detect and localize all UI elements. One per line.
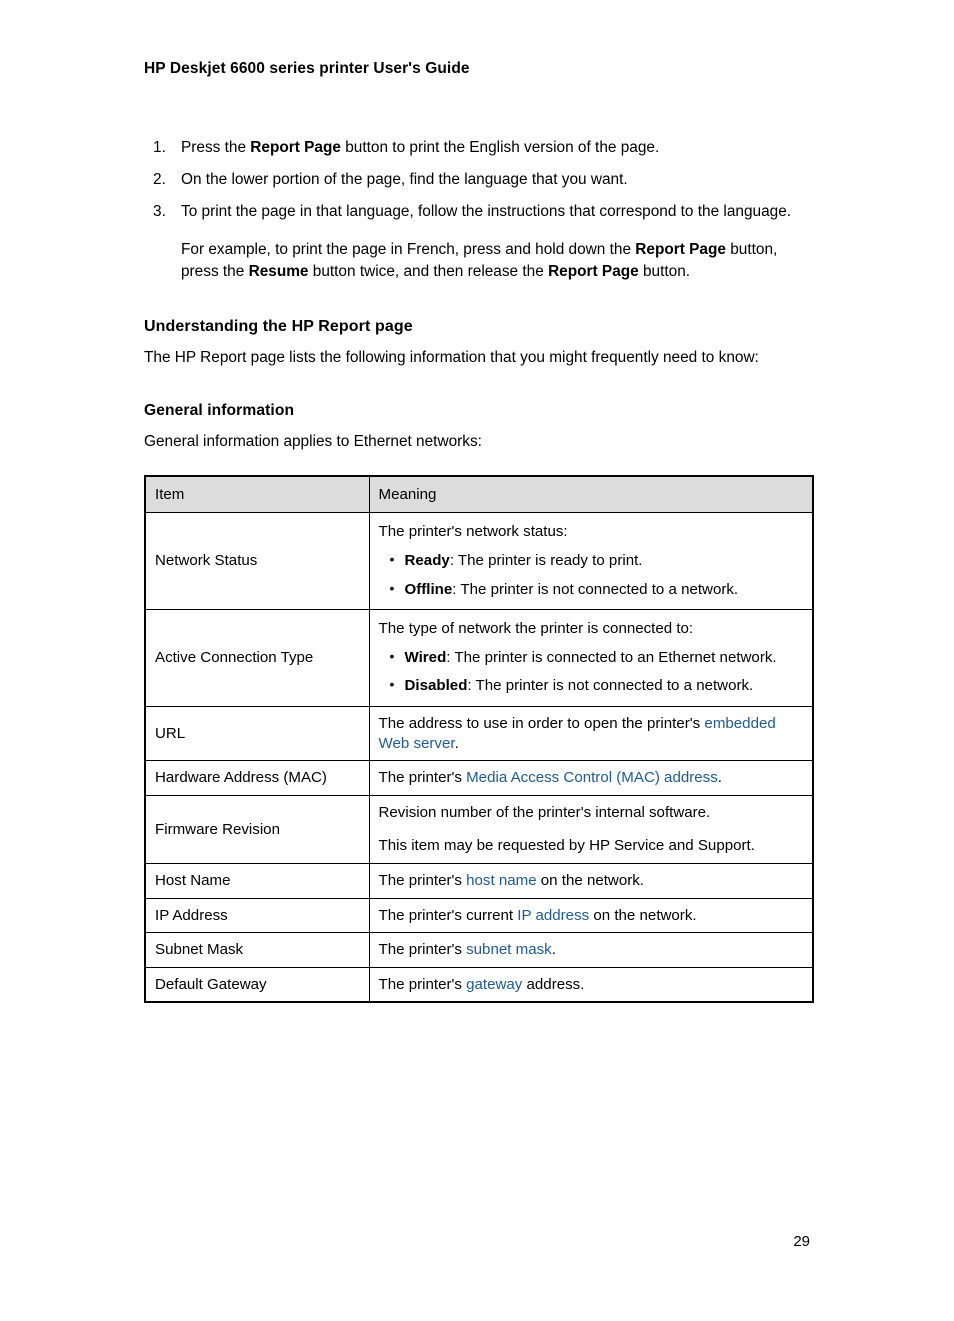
- table-cell-meaning: [369, 610, 813, 707]
- cell-lead-text: The type of network the printer is connected to:: [378, 620, 694, 638]
- section-body-understanding: The HP Report page lists the following information that you might frequently need to know:: [144, 348, 759, 366]
- table-cell-item: Network Status: [145, 513, 369, 610]
- instruction-step: [144, 202, 814, 284]
- emphasis-text: Report Page: [250, 139, 341, 156]
- text-run: button twice, and then release the: [308, 263, 549, 281]
- table-cell-meaning: [369, 898, 813, 933]
- text-run: address.: [522, 975, 585, 993]
- table-cell-meaning: [369, 513, 813, 610]
- doc-link[interactable]: Media Access Control (MAC) address: [466, 769, 718, 787]
- emphasis-text: Offline: [404, 580, 453, 598]
- table-cell-item: Default Gateway: [145, 967, 369, 1002]
- column-header-item: Item: [145, 476, 369, 513]
- table-cell-item: IP Address: [145, 898, 369, 933]
- table-row: [145, 513, 813, 610]
- cell-bullet-item: [379, 676, 804, 696]
- cell-bullet-item: [379, 648, 804, 668]
- table-cell-meaning: [369, 863, 813, 898]
- page-number: 29: [793, 1233, 810, 1250]
- cell-paragraph: [379, 768, 804, 788]
- cell-bullet-list: [379, 551, 804, 599]
- text-run: The printer's: [378, 769, 467, 787]
- table-row: [145, 863, 813, 898]
- text-run: The printer's: [378, 975, 467, 993]
- cell-bullet-list: [379, 648, 804, 696]
- text-run: button, press the: [181, 241, 778, 281]
- table-cell-meaning: [369, 761, 813, 796]
- table-cell-item: Active Connection Type: [145, 610, 369, 707]
- table-cell-meaning: [369, 795, 813, 863]
- section-body-general-information: General information applies to Ethernet networks:: [144, 433, 482, 451]
- text-run: button.: [638, 263, 691, 281]
- text-run: .: [454, 734, 459, 752]
- text-run: .: [551, 941, 556, 959]
- text-run: The printer's current: [378, 906, 518, 924]
- text-run: On the lower portion of the page, find the language that you want.: [181, 171, 628, 189]
- cell-bullet-item: [379, 580, 804, 600]
- table-row: [145, 761, 813, 796]
- emphasis-text: Ready: [404, 551, 450, 569]
- table-row: [145, 706, 813, 760]
- table-cell-item: Firmware Revision: [145, 795, 369, 863]
- text-run: .: [717, 769, 722, 787]
- table-cell-item: Host Name: [145, 863, 369, 898]
- doc-link[interactable]: gateway: [466, 975, 523, 993]
- emphasis-text: Wired: [404, 648, 447, 666]
- emphasis-text: Report Page: [635, 241, 726, 259]
- table-row: [145, 967, 813, 1002]
- table-cell-meaning: [369, 933, 813, 968]
- doc-link[interactable]: host name: [466, 871, 537, 889]
- instruction-step-text: [181, 203, 791, 220]
- text-run: : The printer is connected to an Ethernet network.: [446, 648, 777, 666]
- instruction-step: [144, 170, 814, 190]
- cell-paragraph: [379, 940, 804, 960]
- column-header-meaning: Meaning: [369, 476, 813, 513]
- cell-lead-text: The printer's network status:: [378, 523, 568, 541]
- table-body: [145, 513, 813, 1003]
- text-run: : The printer is not connected to a network.: [452, 580, 739, 598]
- table-cell-meaning: [369, 706, 813, 760]
- page-header-title: HP Deskjet 6600 series printer User's Guide: [144, 60, 470, 77]
- doc-link[interactable]: embedded Web server: [378, 714, 776, 752]
- text-run: The printer's: [378, 871, 467, 889]
- text-run: on the network.: [589, 906, 697, 924]
- text-run: Revision number of the printer's internal software.: [378, 803, 711, 821]
- emphasis-text: Disabled: [404, 677, 468, 695]
- cell-paragraph: [379, 906, 804, 926]
- doc-link[interactable]: subnet mask: [466, 941, 552, 959]
- section-heading-general-information: General information: [144, 402, 295, 420]
- table-cell-item: URL: [145, 706, 369, 760]
- emphasis-text: Report Page: [548, 263, 639, 281]
- text-run: Press the: [181, 139, 251, 156]
- instruction-step-text: [181, 171, 628, 188]
- text-run: button to print the English version of the page.: [340, 139, 660, 156]
- general-information-table: [144, 475, 814, 1004]
- table-cell-item: Subnet Mask: [145, 933, 369, 968]
- table-row: [145, 898, 813, 933]
- general-information-table-wrapper: [144, 475, 814, 1004]
- cell-paragraph: [379, 871, 804, 891]
- text-run: The address to use in order to open the printer's: [378, 714, 705, 732]
- cell-bullet-item: [379, 551, 804, 571]
- text-run: To print the page in that language, follow the instructions that correspond to the language.: [181, 203, 792, 221]
- instruction-step-text: [181, 139, 659, 156]
- table-row: [145, 610, 813, 707]
- emphasis-text: Resume: [248, 263, 309, 281]
- text-run: : The printer is ready to print.: [449, 551, 643, 569]
- table-cell-meaning: [369, 967, 813, 1002]
- text-run: This item may be requested by HP Service and Support.: [378, 837, 755, 855]
- table-cell-item: Hardware Address (MAC): [145, 761, 369, 796]
- instruction-step: [144, 138, 814, 158]
- cell-paragraph: [379, 975, 804, 995]
- cell-paragraph: [379, 714, 804, 753]
- doc-link[interactable]: IP address: [517, 906, 590, 924]
- cell-paragraph: [379, 803, 804, 823]
- text-run: on the network.: [536, 871, 644, 889]
- text-run: : The printer is not connected to a network.: [467, 677, 754, 695]
- table-row: [145, 933, 813, 968]
- page-content: [144, 138, 814, 1003]
- table-header-row: [145, 476, 813, 513]
- table-header: [145, 476, 813, 513]
- section-heading-understanding: Understanding the HP Report page: [144, 317, 413, 335]
- table-row: [145, 795, 813, 863]
- text-run: The printer's: [378, 941, 467, 959]
- instruction-step-example: [181, 239, 814, 284]
- text-run: For example, to print the page in French, press and hold down the: [181, 241, 636, 259]
- cell-paragraph: [379, 836, 804, 856]
- numbered-instruction-list: [144, 138, 814, 284]
